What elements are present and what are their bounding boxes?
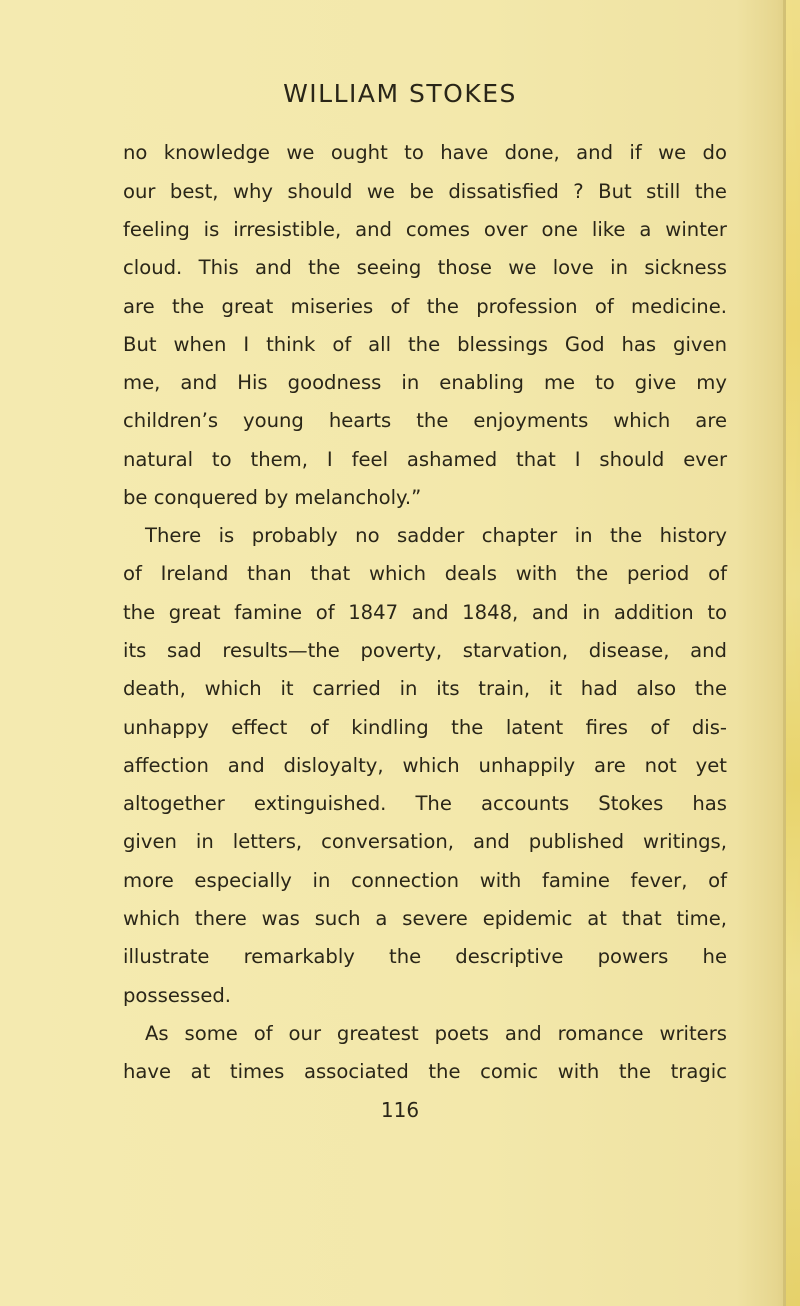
text-line: feeling is irresistible, and comes over one like a winter (123, 218, 727, 241)
text-line: As some of our greatest poets and romance writers (145, 1022, 727, 1045)
text-line: possessed. (123, 984, 232, 1007)
text-line: There is probably no sadder chapter in the history (145, 524, 727, 547)
text-line: are the great miseries of the profession of medicine. (123, 295, 727, 318)
text-line: cloud. This and the seeing those we love in sickness (123, 256, 727, 279)
text-line: which there was such a severe epidemic at that time, (123, 907, 727, 930)
text-line: children’s young hearts the enjoyments which are (123, 409, 727, 432)
text-line: our best, why should we be dissatisfied ? But still the (123, 180, 727, 203)
text-line: altogether extinguished. The accounts Stokes has (123, 792, 727, 815)
text-line: given in letters, conversation, and published writings, (123, 830, 727, 853)
text-line: unhappy effect of kindling the latent fires of dis- (123, 716, 727, 739)
text-line: of Ireland than that which deals with the period of (123, 562, 727, 585)
text-line: natural to them, I feel ashamed that I should ever (123, 448, 727, 471)
text-line: But when I think of all the blessings God has given (123, 333, 727, 356)
text-line: me, and His goodness in enabling me to give my (123, 371, 727, 394)
text-line: be conquered by melancholy.” (123, 486, 422, 509)
text-line: its sad results—the poverty, starvation, disease, and (123, 639, 727, 662)
text-line: the great famine of 1847 and 1848, and in addition to (123, 601, 727, 624)
text-line: illustrate remarkably the descriptive powers he (123, 945, 727, 968)
text-line: affection and disloyalty, which unhappily are not yet (123, 754, 727, 777)
text-line: have at times associated the comic with the tragic (123, 1060, 727, 1083)
text-line: more especially in connection with famine fever, of (123, 869, 727, 892)
text-line: no knowledge we ought to have done, and if we do (123, 141, 727, 164)
text-line: death, which it carried in its train, it had also the (123, 677, 727, 700)
running-head: WILLIAM STOKES (283, 79, 517, 108)
page-number: 116 (380, 1098, 420, 1122)
